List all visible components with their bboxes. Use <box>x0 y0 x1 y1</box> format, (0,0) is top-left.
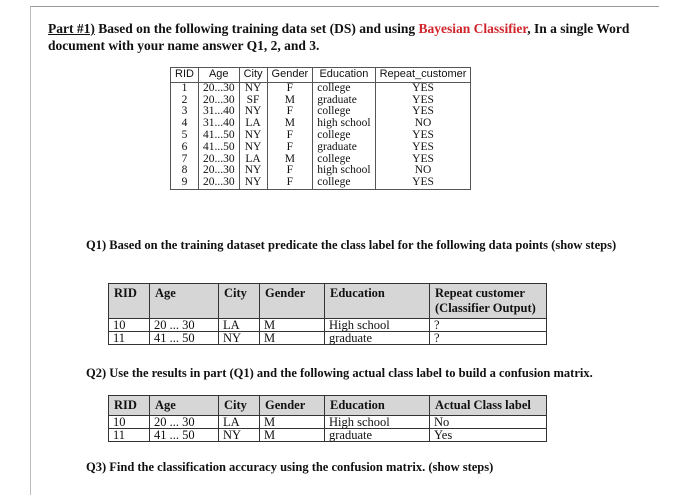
cell-education: High school <box>325 416 430 429</box>
cell-age: 41 ... 50 <box>150 429 219 442</box>
table-row <box>109 416 547 429</box>
cell-actual: Yes <box>430 429 547 442</box>
cell-education: graduate <box>325 332 430 345</box>
cell-age: 20 ... 30 <box>150 319 219 332</box>
cell-repeat: YES <box>375 177 471 189</box>
cell-age: 20...30 <box>198 154 239 166</box>
col-gender: Gender <box>260 284 325 319</box>
cell-rid: 11 <box>109 429 150 442</box>
table-row <box>109 332 547 345</box>
question-1-text: Q1) Based on the training dataset predicate the class label for the following data points (show steps) <box>86 238 617 252</box>
cell-gender: F <box>267 177 313 189</box>
cell-gender: M <box>260 332 325 345</box>
col-rid: RID <box>171 68 199 83</box>
cell-city: NY <box>219 429 260 442</box>
cell-age: 20...30 <box>198 82 239 94</box>
q1-table <box>108 283 547 345</box>
col-city: City <box>219 396 260 416</box>
question-3-text: Q3) Find the classification accuracy using the confusion matrix. (show steps) <box>86 460 494 474</box>
col-city: City <box>219 284 260 319</box>
question-2-text: Q2) Use the results in part (Q1) and the following actual class label to build a confusion matrix. <box>86 366 593 380</box>
cell-age: 20 ... 30 <box>150 416 219 429</box>
part-label: Part #1) <box>48 21 95 36</box>
cell-city: NY <box>239 106 267 118</box>
table-row <box>171 82 471 94</box>
col-education: Education <box>325 396 430 416</box>
table-row <box>109 429 547 442</box>
cell-output: ? <box>430 319 547 332</box>
cell-rid: 2 <box>171 95 199 107</box>
cell-city: LA <box>219 319 260 332</box>
col-education: Education <box>313 68 375 83</box>
intro-text-a: Based on the following training data set (DS) and using <box>94 21 419 36</box>
col-repeat-customer: Repeat_customer <box>375 68 471 83</box>
cell-repeat: YES <box>375 130 471 142</box>
cell-age: 41 ... 50 <box>150 332 219 345</box>
col-age: Age <box>150 284 219 319</box>
training-header-row <box>171 68 471 83</box>
cell-education: graduate <box>313 142 375 154</box>
cell-gender: M <box>260 429 325 442</box>
classifier-name: Bayesian Classifier <box>418 21 528 36</box>
q2-header-row <box>109 396 547 416</box>
cell-repeat: NO <box>375 118 471 130</box>
intro-text-b: , In a single Word document with your name answer Q1, 2, and 3. <box>48 21 630 53</box>
cell-education: college <box>313 106 375 118</box>
cell-city: NY <box>239 177 267 189</box>
cell-rid: 7 <box>171 154 199 166</box>
cell-gender: F <box>267 82 313 94</box>
cell-rid: 9 <box>171 177 199 189</box>
table-row <box>171 142 471 154</box>
col-age: Age <box>150 396 219 416</box>
col-gender: Gender <box>260 396 325 416</box>
col-classifier-output: Repeat customer (Classifier Output) <box>430 284 547 319</box>
cell-gender: F <box>267 165 313 177</box>
cell-city: NY <box>239 130 267 142</box>
cell-city: NY <box>239 82 267 94</box>
table-row <box>171 177 471 189</box>
cell-education: graduate <box>325 429 430 442</box>
cell-age: 20...30 <box>198 95 239 107</box>
cell-gender: M <box>267 154 313 166</box>
col-education: Education <box>325 284 430 319</box>
col-city: City <box>239 68 267 83</box>
cell-repeat: YES <box>375 82 471 94</box>
cell-education: High school <box>325 319 430 332</box>
cell-gender: M <box>267 95 313 107</box>
table-row <box>109 319 547 332</box>
cell-rid: 5 <box>171 130 199 142</box>
cell-city: NY <box>239 142 267 154</box>
cell-age: 20...30 <box>198 165 239 177</box>
cell-education: college <box>313 154 375 166</box>
table-row <box>171 130 471 142</box>
cell-gender: M <box>260 319 325 332</box>
col-age: Age <box>198 68 239 83</box>
cell-rid: 10 <box>109 416 150 429</box>
cell-city: NY <box>239 165 267 177</box>
cell-city: SF <box>239 95 267 107</box>
cell-gender: F <box>267 130 313 142</box>
cell-repeat: NO <box>375 165 471 177</box>
cell-output: ? <box>430 332 547 345</box>
cell-rid: 1 <box>171 82 199 94</box>
q2-table <box>108 395 547 442</box>
cell-rid: 3 <box>171 106 199 118</box>
cell-rid: 8 <box>171 165 199 177</box>
cell-education: college <box>313 177 375 189</box>
cell-education: high school <box>313 118 375 130</box>
cell-gender: F <box>267 142 313 154</box>
cell-age: 41...50 <box>198 142 239 154</box>
training-table <box>170 67 471 190</box>
col-actual-class: Actual Class label <box>430 396 547 416</box>
cell-education: high school <box>313 165 375 177</box>
q1-header-row <box>109 284 547 319</box>
cell-gender: F <box>267 106 313 118</box>
cell-city: NY <box>219 332 260 345</box>
cell-rid: 11 <box>109 332 150 345</box>
cell-repeat: YES <box>375 154 471 166</box>
cell-actual: No <box>430 416 547 429</box>
cell-city: LA <box>219 416 260 429</box>
part-heading <box>48 20 648 54</box>
cell-repeat: YES <box>375 106 471 118</box>
cell-education: graduate <box>313 95 375 107</box>
cell-rid: 4 <box>171 118 199 130</box>
cell-gender: M <box>267 118 313 130</box>
cell-age: 31...40 <box>198 118 239 130</box>
col-gender: Gender <box>267 68 313 83</box>
cell-city: LA <box>239 154 267 166</box>
cell-gender: M <box>260 416 325 429</box>
col-rid: RID <box>109 284 150 319</box>
cell-rid: 10 <box>109 319 150 332</box>
cell-education: college <box>313 82 375 94</box>
cell-age: 20...30 <box>198 177 239 189</box>
cell-repeat: YES <box>375 95 471 107</box>
col-rid: RID <box>109 396 150 416</box>
cell-city: LA <box>239 118 267 130</box>
cell-age: 31...40 <box>198 106 239 118</box>
cell-age: 41...50 <box>198 130 239 142</box>
cell-rid: 6 <box>171 142 199 154</box>
cell-education: college <box>313 130 375 142</box>
cell-repeat: YES <box>375 142 471 154</box>
